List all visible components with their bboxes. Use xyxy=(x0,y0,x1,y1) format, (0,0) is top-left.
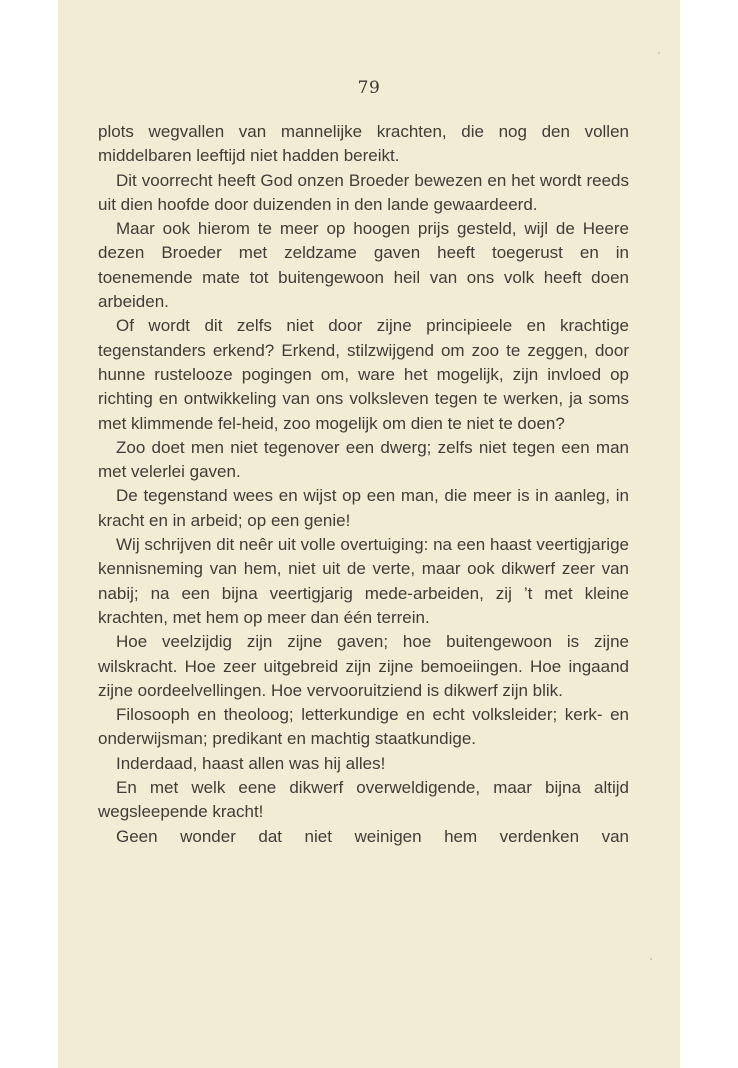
paragraph: De tegenstand wees en wijst op een man, die meer is in aanleg, in kracht en in arbeid; op een genie! xyxy=(98,486,629,530)
paragraph: Zoo doet men niet tegenover een dwerg; zelfs niet tegen een man met velerlei gaven. xyxy=(98,437,629,482)
body-text xyxy=(98,120,629,849)
paragraph: Hoe veelzijdig zijn zijne gaven; hoe buitengewoon is zijne wilskracht. Hoe zeer uitgebreid zijn zijne bemoeiingen. Hoe ingaand zijne oordeelvellingen. Hoe vervooruitziend is dikwerf zijn blik. xyxy=(98,632,629,700)
page-number: 79 xyxy=(357,78,381,98)
paragraph: Inderdaad, haast allen was hij alles! xyxy=(116,753,386,773)
paragraph: Filosooph en theoloog; letterkundige en echt volksleider; kerk- en onderwijsman; predikant en machtig staatkundige. xyxy=(98,705,629,749)
paper-speck xyxy=(650,958,652,960)
paragraph: Geen wonder dat niet weinigen hem verdenken van xyxy=(116,826,629,846)
paragraph: Dit voorrecht heeft God onzen Broeder bewezen en het wordt reeds uit dien hoofde door duizenden in den lande gewaardeerd. xyxy=(98,170,629,214)
book-page xyxy=(58,0,680,1068)
paper-speck xyxy=(658,52,660,54)
paragraph: En met welk eene dikwerf overweldigende, maar bijna altijd wegsleepende kracht! xyxy=(98,778,629,822)
paragraph: plots wegvallen van mannelijke krachten, die nog den vollen middelbaren leeftijd niet hadden bereikt. xyxy=(98,122,629,166)
paragraph: Maar ook hierom te meer op hoogen prijs gesteld, wijl de Heere dezen Broeder met zeldzame gaven heeft toegerust en in toenemende mate tot buitengewoon heil van ons volk heeft doen arbeiden. xyxy=(98,219,629,312)
paragraph: Of wordt dit zelfs niet door zijne principieele en krachtige tegenstanders erkend? Erkend, stilzwijgend om zoo te zeggen, door hunne rustelooze pogingen om, ware het mogelijk, zijn invloed op richting en ontwikkeling van ons volksleven tegen te werken, ja soms met klimmende fel-heid, zoo mogelijk om dien te niet te doen? xyxy=(98,316,629,433)
paragraph: Wij schrijven dit neêr uit volle overtuiging: na een haast veertigjarige kennisneming van hem, niet uit de verte, maar ook dikwerf zeer van nabij; na een bijna veertigjarig mede-arbeiden, zij ’t met kleine krachten, met hem op meer dan één terrein. xyxy=(98,535,629,627)
